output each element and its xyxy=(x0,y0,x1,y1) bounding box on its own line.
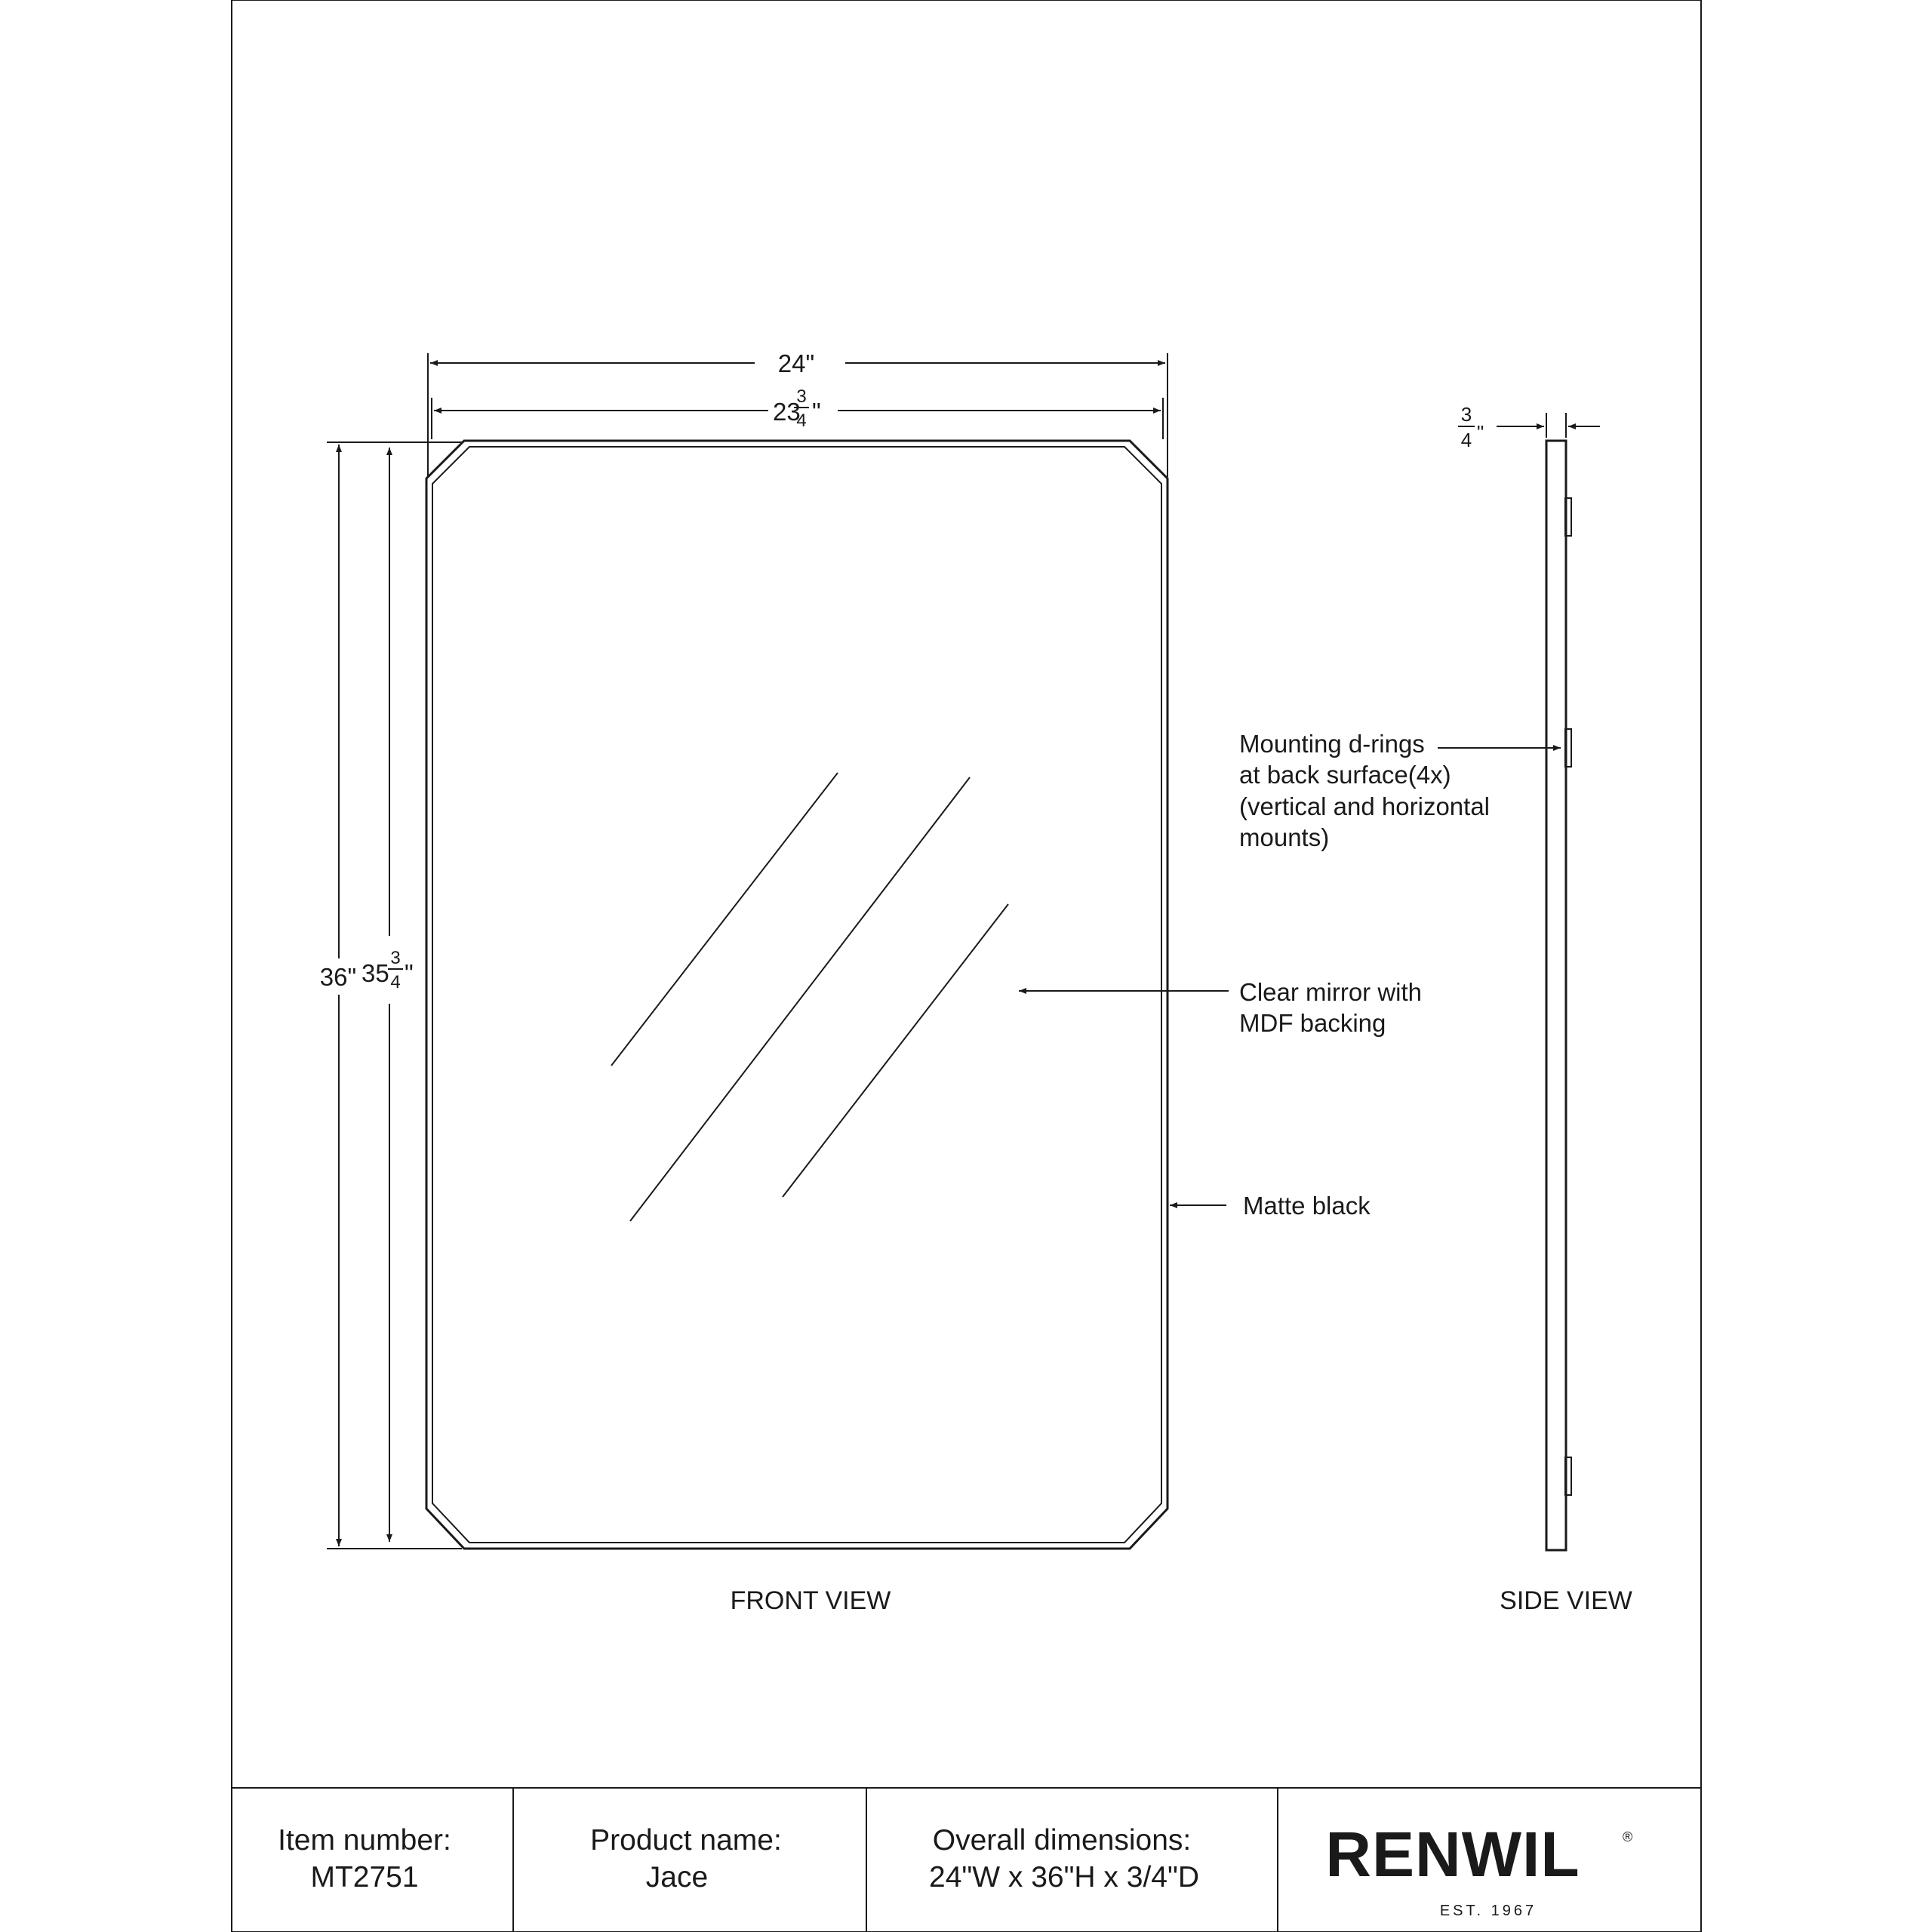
side-profile xyxy=(1546,441,1566,1550)
mirror-outer-frame xyxy=(426,441,1168,1549)
callout-frame xyxy=(1170,1192,1371,1220)
title-block xyxy=(232,1788,1701,1932)
svg-text:MDF backing: MDF backing xyxy=(1239,1009,1386,1037)
svg-text:3: 3 xyxy=(796,386,807,407)
svg-text:": " xyxy=(1477,421,1484,444)
renwil-logo xyxy=(1325,1819,1632,1919)
dim-outer-height: 36" xyxy=(319,963,357,991)
svg-text:": " xyxy=(405,959,414,987)
sheet-border xyxy=(232,0,1701,1932)
callout-mirror xyxy=(1019,978,1422,1037)
product-name-value: Jace xyxy=(645,1861,709,1894)
svg-text:": " xyxy=(812,398,821,426)
dim-thickness xyxy=(1458,403,1484,451)
svg-text:3: 3 xyxy=(390,948,401,968)
svg-text:at back surface(4x): at back surface(4x) xyxy=(1239,761,1451,789)
overall-dimensions-label: Overall dimensions: xyxy=(932,1824,1192,1857)
side-view xyxy=(1458,403,1632,1615)
callout-d-rings xyxy=(1239,730,1561,851)
svg-text:®: ® xyxy=(1623,1829,1633,1844)
svg-text:3: 3 xyxy=(1460,403,1472,426)
svg-text:EST. 1967: EST. 1967 xyxy=(1439,1903,1537,1919)
dim-inner-height xyxy=(361,948,414,992)
svg-text:4: 4 xyxy=(796,411,807,431)
svg-text:RENWIL: RENWIL xyxy=(1325,1819,1580,1890)
front-view xyxy=(320,349,1168,1615)
product-name-label: Product name: xyxy=(590,1824,782,1857)
svg-text:Clear mirror with: Clear mirror with xyxy=(1239,978,1423,1006)
overall-dimensions-value: 24"W x 36"H x 3/4"D xyxy=(929,1861,1199,1894)
svg-text:(vertical and horizontal: (vertical and horizontal xyxy=(1239,792,1490,820)
reflection-line xyxy=(611,773,838,1066)
item-number-label: Item number: xyxy=(278,1824,451,1857)
side-view-label: SIDE VIEW xyxy=(1500,1586,1632,1615)
item-number-value: MT2751 xyxy=(310,1861,419,1894)
svg-text:35: 35 xyxy=(361,959,389,987)
dim-inner-width xyxy=(773,386,821,431)
svg-text:mounts): mounts) xyxy=(1239,823,1330,851)
svg-text:Mounting d-rings: Mounting d-rings xyxy=(1239,730,1425,758)
front-view-label: FRONT VIEW xyxy=(730,1586,891,1615)
reflection-line xyxy=(630,777,970,1221)
svg-text:Matte black: Matte black xyxy=(1243,1192,1371,1220)
svg-text:4: 4 xyxy=(390,972,401,992)
dim-outer-width: 24" xyxy=(777,349,815,377)
reflection-line xyxy=(783,904,1008,1197)
mirror-inner-edge xyxy=(432,447,1161,1543)
svg-text:4: 4 xyxy=(1460,429,1472,451)
svg-text:23: 23 xyxy=(773,398,801,426)
